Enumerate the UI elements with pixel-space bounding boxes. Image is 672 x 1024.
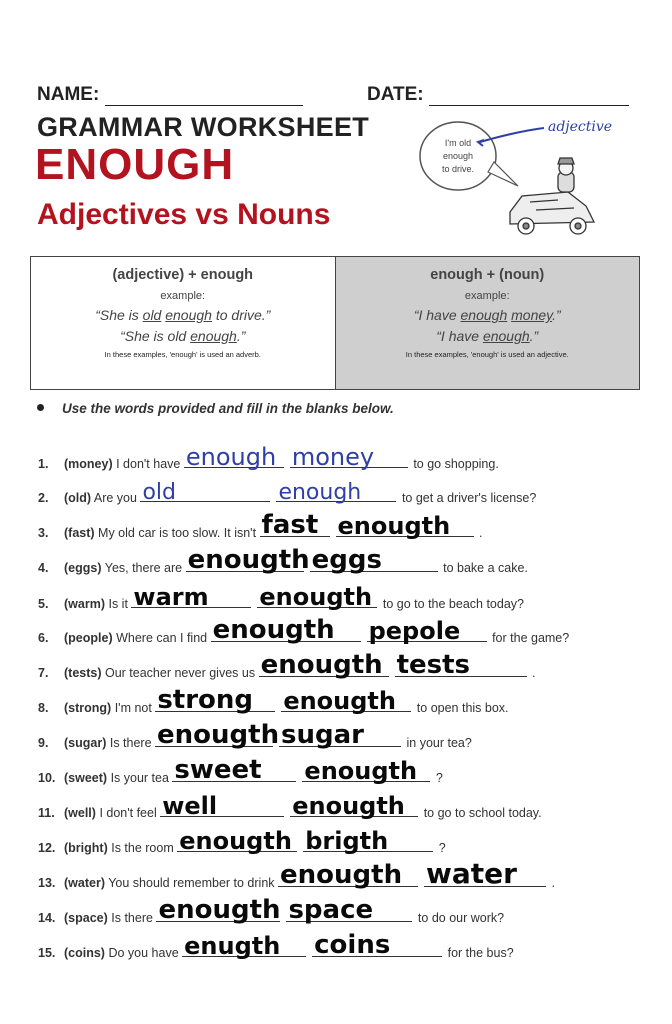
answer-blank[interactable]	[257, 583, 377, 611]
rule-adjective-sentence-1: “She is old enough to drive.”	[95, 307, 271, 323]
question-prompt: Do you have	[108, 946, 179, 960]
bubble-text-3: to drive.	[441, 164, 475, 174]
question-number: 3.	[38, 526, 49, 540]
question-prompt: Is it	[108, 597, 128, 611]
name-label: NAME:	[37, 84, 100, 105]
rules-box	[30, 256, 640, 390]
question-keyword: (sweet)	[64, 771, 108, 785]
answer-blank[interactable]	[182, 932, 306, 960]
adjective-tag: adjective	[548, 119, 613, 135]
handwritten-answer: strong	[157, 685, 254, 715]
question-number: 13.	[38, 876, 56, 890]
question-keyword: (fast)	[64, 526, 95, 540]
question-keyword: (well)	[64, 806, 96, 820]
instructions	[37, 401, 394, 416]
question-row	[38, 443, 499, 471]
question-prompt: Are you	[93, 491, 137, 505]
question-row	[38, 615, 570, 645]
question-ending: .	[551, 876, 555, 890]
question-number: 6.	[38, 631, 49, 645]
question-ending: to go shopping.	[413, 457, 499, 471]
answer-blank[interactable]	[279, 720, 401, 750]
topic-title: ENOUGH	[35, 140, 235, 189]
question-number: 12.	[38, 841, 56, 855]
question-prompt: Our teacher never gives us	[105, 666, 256, 680]
question-row	[38, 930, 514, 960]
rule-noun-panel	[335, 257, 640, 389]
handwritten-answer: money	[291, 443, 375, 471]
answer-blank[interactable]	[211, 615, 361, 645]
question-prompt: Where can I find	[116, 631, 208, 645]
answer-blank[interactable]	[184, 443, 284, 471]
question-prompt: Yes, there are	[104, 561, 183, 575]
question-keyword: (sugar)	[64, 736, 107, 750]
answer-blank[interactable]	[131, 583, 251, 611]
question-row	[38, 685, 509, 715]
question-ending: .	[532, 666, 536, 680]
question-number: 14.	[38, 911, 56, 925]
rule-noun-sentence-1: “I have enough money.”	[413, 307, 561, 323]
handwritten-answer: well	[162, 792, 218, 820]
date-field[interactable]	[367, 84, 629, 106]
answer-blank[interactable]	[281, 687, 411, 715]
handwritten-answer: sugar	[281, 720, 364, 750]
question-ending: to go to the beach today?	[382, 597, 524, 611]
rule-noun-note: In these examples, 'enough' is used an adjective.	[405, 350, 569, 359]
question-ending: to open this box.	[416, 701, 509, 715]
name-field[interactable]	[37, 84, 303, 106]
handwritten-answer: sweet	[174, 755, 262, 785]
question-keyword: (space)	[64, 911, 108, 925]
rule-adjective-panel	[31, 257, 335, 389]
handwritten-answer: enugth	[184, 932, 281, 960]
handwritten-answer: pepole	[368, 617, 461, 645]
date-line[interactable]	[429, 105, 629, 106]
question-keyword: (money)	[64, 457, 113, 471]
car-icon	[510, 158, 594, 234]
handwritten-answer: enougth	[212, 615, 335, 645]
question-row	[38, 895, 505, 925]
question-keyword: (tests)	[64, 666, 102, 680]
question-ending: to do our work?	[417, 911, 505, 925]
question-number: 11.	[38, 806, 55, 820]
answer-blank[interactable]	[186, 545, 310, 575]
answer-blank[interactable]	[160, 792, 284, 820]
answer-blank[interactable]	[155, 685, 275, 715]
question-number: 1.	[38, 457, 49, 471]
question-row	[38, 857, 555, 890]
answer-blank[interactable]	[140, 480, 270, 505]
bullet-icon	[37, 404, 44, 411]
question-prompt: I'm not	[114, 701, 152, 715]
question-number: 9.	[38, 736, 49, 750]
question-row	[38, 480, 537, 505]
question-row	[38, 827, 446, 855]
answer-blank[interactable]	[395, 650, 527, 680]
answer-blank[interactable]	[290, 792, 418, 820]
question-number: 10.	[38, 771, 56, 785]
answer-blank[interactable]	[172, 755, 296, 785]
rule-adjective-example-label: example:	[160, 290, 206, 302]
answer-blank[interactable]	[336, 512, 474, 540]
question-keyword: (strong)	[64, 701, 112, 715]
question-ending: for the game?	[492, 631, 570, 645]
rule-adjective-heading: (adjective) + enough	[112, 267, 254, 283]
question-ending: in your tea?	[406, 736, 472, 750]
question-keyword: (bright)	[64, 841, 108, 855]
handwritten-answer: enougth	[157, 720, 280, 750]
worksheet-title: GRAMMAR WORKSHEET	[37, 112, 370, 142]
answer-blank[interactable]	[303, 827, 433, 855]
answer-blank[interactable]	[286, 895, 412, 925]
question-keyword: (old)	[64, 491, 92, 505]
question-number: 7.	[38, 666, 49, 680]
question-ending: to go to school today.	[423, 806, 542, 820]
question-prompt: I don't feel	[99, 806, 157, 820]
answer-blank[interactable]	[278, 860, 418, 890]
question-keyword: (eggs)	[64, 561, 102, 575]
handwritten-answer: warm	[133, 583, 209, 611]
question-ending: .	[479, 526, 483, 540]
handwritten-answer: water	[426, 857, 517, 890]
answer-blank[interactable]	[424, 857, 546, 890]
question-prompt: Is the room	[111, 841, 174, 855]
question-row	[38, 720, 472, 750]
handwritten-answer: enougth	[283, 687, 396, 715]
handwritten-answer: enougth	[179, 827, 292, 855]
question-keyword: (water)	[64, 876, 105, 890]
question-prompt: Is your tea	[110, 771, 169, 785]
question-keyword: (people)	[64, 631, 113, 645]
question-ending: ?	[435, 771, 443, 785]
answer-blank[interactable]	[156, 895, 281, 925]
bubble-text-1: I'm old	[444, 138, 472, 148]
answer-blank[interactable]	[276, 480, 396, 505]
handwritten-answer: enougth	[337, 512, 451, 540]
question-ending: to get a driver's license?	[401, 491, 537, 505]
handwritten-answer: old	[142, 480, 176, 505]
handwritten-answer: tests	[396, 650, 471, 680]
question-number: 5.	[38, 597, 49, 611]
answer-blank[interactable]	[312, 930, 442, 960]
answer-blank[interactable]	[367, 617, 487, 645]
question-number: 4.	[38, 561, 49, 575]
handwritten-answer: eggs	[311, 545, 382, 575]
name-line[interactable]	[105, 105, 303, 106]
handwritten-answer: enougth	[187, 545, 310, 575]
handwritten-answer: enougth	[158, 895, 281, 925]
handwritten-answer: enougth	[304, 757, 418, 785]
handwritten-answer: enougth	[280, 860, 403, 890]
question-number: 15.	[38, 946, 56, 960]
answer-blank[interactable]	[290, 443, 408, 471]
answer-blank[interactable]	[310, 545, 438, 575]
car-driver-illustration	[418, 112, 618, 242]
answer-blank[interactable]	[155, 720, 280, 750]
rule-noun-heading: enough + (noun)	[430, 267, 545, 283]
date-label: DATE:	[367, 84, 424, 105]
question-keyword: (coins)	[64, 946, 105, 960]
instructions-text: Use the words provided and fill in the blanks below.	[62, 401, 394, 416]
answer-blank[interactable]	[302, 757, 430, 785]
rule-noun-example-label: example:	[464, 290, 510, 302]
handwritten-answer: brigth	[305, 827, 389, 855]
question-prompt: My old car is too slow. It isn't	[98, 526, 257, 540]
question-ending: to bake a cake.	[443, 561, 528, 575]
question-row	[38, 510, 483, 540]
handwritten-answer: coins	[314, 930, 391, 960]
answer-blank[interactable]	[260, 510, 330, 540]
question-row	[38, 755, 443, 785]
question-row	[38, 792, 542, 820]
bubble-text-2: enough	[442, 151, 474, 161]
rule-adjective-note: In these examples, 'enough' is used an adverb.	[104, 350, 261, 359]
handwritten-answer: enough	[185, 443, 277, 471]
rule-adjective-sentence-2: “She is old enough.”	[120, 328, 246, 344]
question-prompt: Is there	[109, 736, 152, 750]
question-row	[38, 583, 524, 611]
question-row	[38, 545, 528, 575]
question-ending: ?	[438, 841, 446, 855]
subtitle: Adjectives vs Nouns	[37, 198, 331, 231]
question-number: 8.	[38, 701, 49, 715]
question-number: 2.	[38, 491, 49, 505]
question-ending: for the bus?	[447, 946, 514, 960]
handwritten-answer: enougth	[292, 792, 405, 820]
handwritten-answer: enough	[278, 480, 362, 505]
question-keyword: (warm)	[64, 597, 105, 611]
handwritten-answer: enougth	[259, 583, 373, 611]
question-prompt: You should remember to drink	[108, 876, 275, 890]
answer-blank[interactable]	[259, 650, 389, 680]
handwritten-answer: enougth	[260, 650, 383, 680]
question-prompt: Is there	[111, 911, 153, 925]
answer-blank[interactable]	[177, 827, 297, 855]
question-prompt: I don't have	[116, 457, 181, 471]
handwritten-answer: fast	[261, 510, 319, 540]
handwritten-answer: space	[288, 895, 374, 925]
rule-noun-sentence-2: “I have enough.”	[436, 328, 539, 344]
question-row	[38, 650, 536, 680]
